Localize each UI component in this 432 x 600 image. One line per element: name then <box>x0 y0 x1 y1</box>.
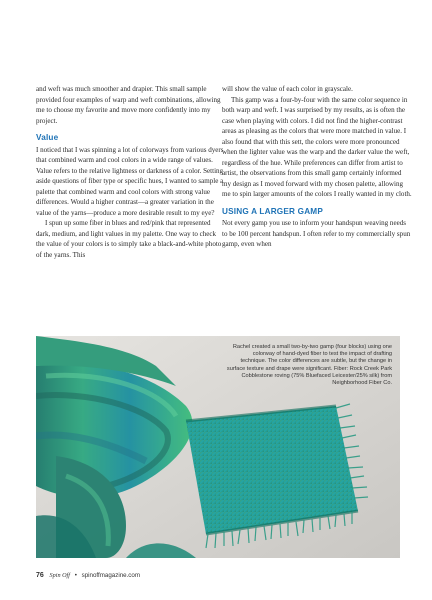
photo-caption: Rachel created a small two-by-two gamp (four blocks) using one colorway of hand-dyed fiber to test the impact of drafting technique. The color differences are subtle, but the change in surface texture and drape were significant. Fiber: Rock Creek Park Cobblestone roving (75% Bluefaced Leicester/25% silk) from Neighborhood Fiber Co. <box>226 344 392 387</box>
page-number: 76 <box>36 572 44 579</box>
body-paragraph: I spun up some fiber in blues and red/pink that represented dark, medium, and light values in my palette. One way to check the value of your colors is to simply take a black-and-white photo of the yarns. This <box>36 219 222 259</box>
body-paragraph: will show the value of each color in grayscale. <box>222 85 353 93</box>
left-column <box>36 84 226 260</box>
page-footer <box>36 572 140 579</box>
body-paragraph: and weft was much smoother and drapier. This small sample provided four examples of warp and weft combinations, allowing me to choose my favorite and move more confidently into my project. <box>36 85 221 125</box>
section-heading-value: Value <box>36 133 59 142</box>
body-paragraph: I noticed that I was spinning a lot of colorways from various dyers that combined warm and cool colors in a wide range of values. Value refers to the relative lightness or darkness of a color. Setting aside questions of fiber type or specific hues, I wanted to sample a palette that combined warm and cool colors with strong value differences. Would a higher contrast—a greater variation in the value of the yarns—produce a more desirable result to my eye? <box>36 145 224 217</box>
body-paragraph: Not every gamp you use to inform your handspun weaving needs to be 100 percent handspun. I often refer to my commercially spun gamp, even when <box>222 219 411 248</box>
yarn-photo <box>36 336 400 558</box>
magazine-website: spinoffmagazine.com <box>81 572 140 579</box>
section-heading-larger-gamp: USING A LARGER GAMP <box>222 206 323 216</box>
footer-separator: • <box>74 572 77 579</box>
body-paragraph: This gamp was a four-by-four with the same color sequence in both warp and weft. I was surprised by my results, as is often the case when playing with colors. I did not find the higher-contrast areas as pleasing as the colors that were more matched in value. I also found that with this sett, the colors were more pronounced when the lighter value was the warp and the darker value the weft, regardless of the hue. While preferences can differ from artist to artist, the observations from this small gamp certainly informed my design as I moved forward with my chosen palette, allowing me to spin larger amounts of the colors I really wanted in my cloth. <box>222 95 412 198</box>
right-column <box>222 84 412 250</box>
magazine-name: Spin Off <box>49 572 70 579</box>
